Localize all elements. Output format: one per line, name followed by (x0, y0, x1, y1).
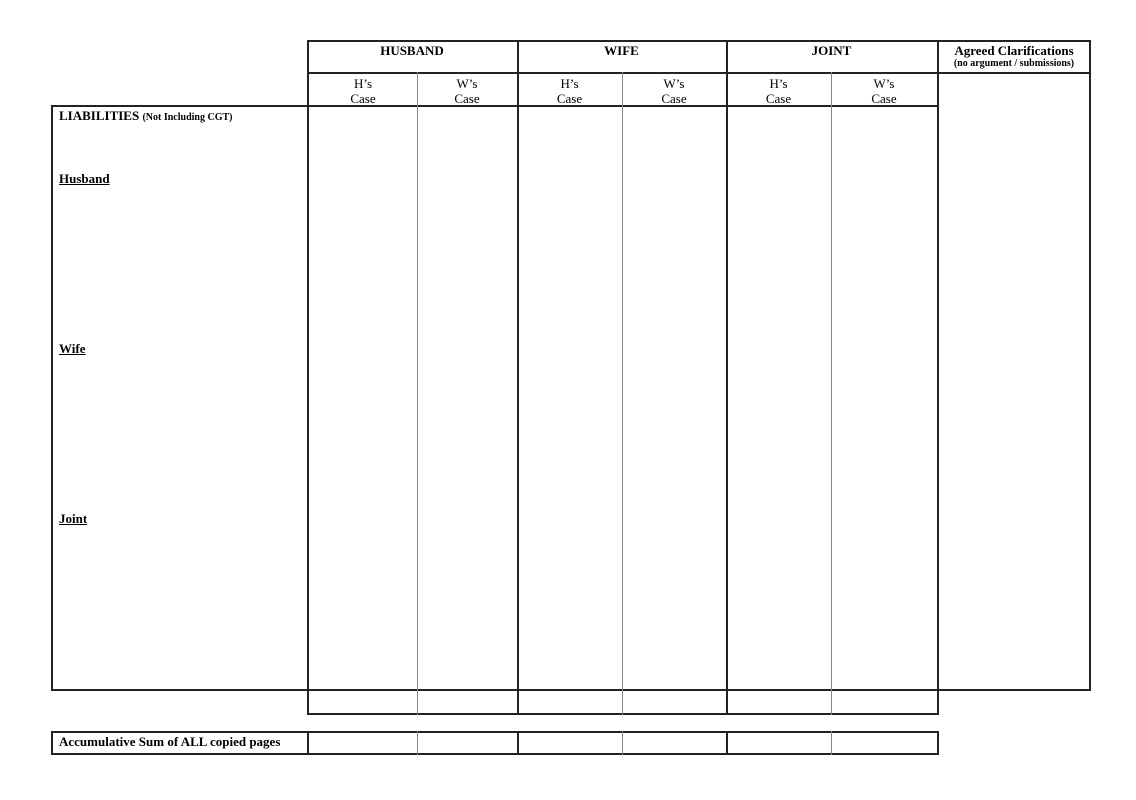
h-case-line1: H’s (769, 76, 788, 91)
liabilities-title: LIABILITIES (59, 108, 140, 123)
h-case-line1: H’s (353, 76, 373, 91)
body-divider (831, 105, 832, 691)
subtotal-divider (517, 689, 519, 715)
h-case-line1: H’s (560, 76, 579, 91)
wife-h-case-header (517, 76, 622, 106)
body-divider (622, 105, 623, 691)
husband-h-case-header (309, 76, 417, 106)
subtotal-row (307, 689, 939, 715)
header-agreed-subtitle: (no argument / submissions) (953, 58, 1075, 69)
subtotal-divider (622, 689, 623, 715)
header-husband: HUSBAND (380, 43, 444, 58)
w-case-line1: W’s (456, 76, 478, 91)
case-line2: Case (454, 91, 480, 106)
accumulative-divider (307, 731, 309, 755)
agreed-clarifications-column (937, 72, 1091, 691)
row-label-joint: Joint (59, 511, 88, 526)
row-label-wife: Wife (59, 341, 86, 356)
accumulative-sum-label: Accumulative Sum of ALL copied pages (59, 734, 281, 749)
case-line2: Case (765, 91, 792, 106)
row-label-husband: Husband (59, 171, 110, 186)
joint-h-case-header (726, 76, 831, 106)
subtotal-divider (831, 689, 832, 715)
wife-w-case-header (622, 76, 726, 106)
accumulative-divider (417, 731, 418, 755)
w-case-line1: W’s (663, 76, 685, 91)
case-line2: Case (350, 91, 376, 106)
accumulative-divider (517, 731, 519, 755)
case-line2: Case (556, 91, 583, 106)
liabilities-note: (Not Including CGT) (142, 112, 233, 123)
body-divider (517, 105, 519, 691)
accumulative-divider (831, 731, 832, 755)
body-divider (726, 105, 728, 691)
w-case-line1: W’s (873, 76, 895, 91)
subtotal-divider (417, 689, 418, 715)
header-wife: WIFE (604, 43, 639, 58)
subtotal-divider (726, 689, 728, 715)
accumulative-divider (622, 731, 623, 755)
header-joint: JOINT (811, 43, 852, 58)
joint-w-case-header (831, 76, 937, 106)
case-line2: Case (661, 91, 687, 106)
husband-w-case-header (417, 76, 517, 106)
case-line2: Case (871, 91, 897, 106)
header-agreed-clarifications: Agreed Clarifications (954, 43, 1074, 58)
liabilities-heading (59, 108, 232, 124)
main-body-frame (51, 105, 939, 691)
body-divider (417, 105, 418, 691)
label-column-divider (307, 105, 309, 691)
accumulative-divider (726, 731, 728, 755)
